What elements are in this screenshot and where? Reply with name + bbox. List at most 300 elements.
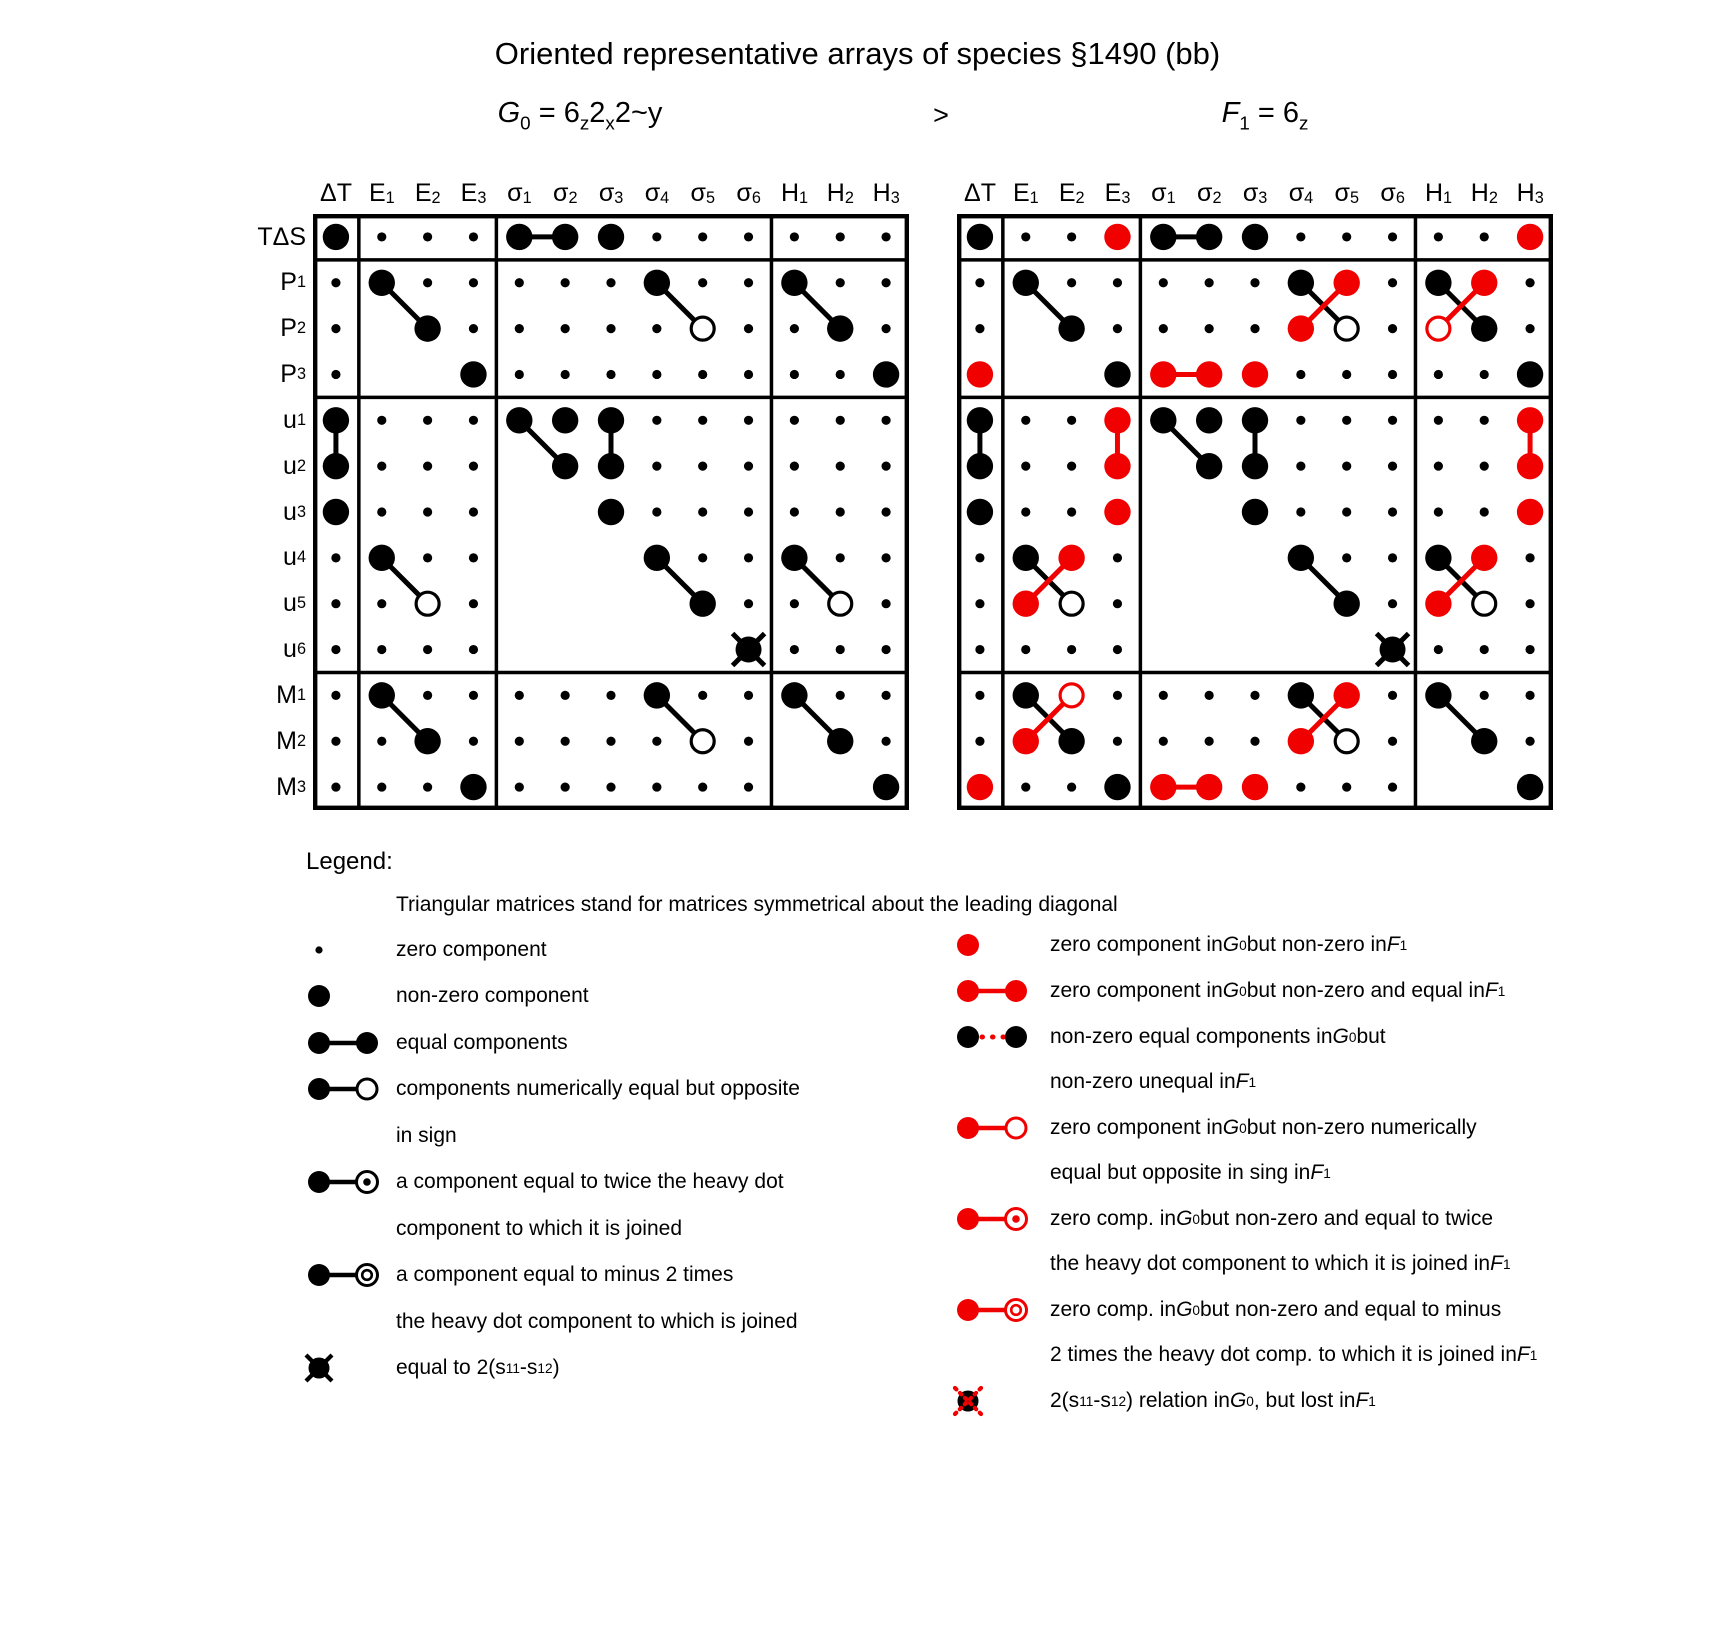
red-nonzero-dot [967, 774, 993, 800]
zero-dot [698, 370, 707, 379]
legend-item-text: zero component [396, 938, 547, 961]
col-header-4: E 3 [1104, 179, 1131, 207]
nonzero-dot [552, 224, 578, 250]
zero-dot [1388, 462, 1397, 471]
zero-dot [790, 645, 799, 654]
col-header-10: σ 6 [736, 179, 761, 207]
legend-title: Legend: [306, 848, 393, 875]
zero-dot [1021, 462, 1030, 471]
red-nonzero-dot [1104, 499, 1130, 525]
nonzero-dot [1150, 407, 1176, 433]
zero-dot [1342, 553, 1351, 562]
zero-dot [790, 370, 799, 379]
zero-dot [744, 691, 753, 700]
zero-dot [1342, 232, 1351, 241]
zero-dot [331, 370, 340, 379]
nonzero-dot [369, 682, 395, 708]
zero-dot [1480, 691, 1489, 700]
zero-dot [975, 553, 984, 562]
open-dot [829, 592, 852, 615]
zero-dot [790, 416, 799, 425]
zero-dot [1021, 416, 1030, 425]
zero-dot [836, 553, 845, 562]
zero-dot [744, 507, 753, 516]
pair-equal-icon [303, 1025, 387, 1061]
zero-dot [652, 462, 661, 471]
zero-dot [881, 553, 890, 562]
zero-dot [515, 737, 524, 746]
red-nonzero-icon [952, 927, 1036, 963]
zero-dot [836, 645, 845, 654]
nonzero-dot [781, 682, 807, 708]
nonzero-dot [1058, 728, 1084, 754]
red-pair-minus2-icon [952, 1292, 1036, 1328]
zero-dot [469, 416, 478, 425]
red-nonzero-dot [1425, 590, 1451, 616]
zero-dot [1205, 324, 1214, 333]
zero-dot [423, 462, 432, 471]
nonzero-dot [598, 224, 624, 250]
legend-item-text: a component equal to minus 2 times [396, 1263, 734, 1286]
nonzero-dot [460, 361, 486, 387]
legend-item-text: zero component in G 0 but non-zero and equal in F 1 [1050, 979, 1506, 1002]
zero-dot [1388, 324, 1397, 333]
nonzero-dot [1517, 361, 1543, 387]
zero-dot [652, 737, 661, 746]
nonzero-dot [1425, 545, 1451, 571]
zero-dot [1296, 416, 1305, 425]
row-label-13: M 3 [276, 772, 306, 801]
zero-dot [1113, 737, 1122, 746]
zero-dot [1250, 691, 1259, 700]
zero-dot [331, 278, 340, 287]
zero-dot [423, 232, 432, 241]
red-nonzero-dot [1104, 453, 1130, 479]
nonzero-dot [1425, 682, 1451, 708]
zero-dot [331, 324, 340, 333]
row-label-4: P 3 [280, 360, 306, 389]
zero-dot [836, 416, 845, 425]
zero-dot [423, 553, 432, 562]
zero-dot [1480, 462, 1489, 471]
zero-dot [1113, 553, 1122, 562]
col-header-9: σ 5 [690, 179, 716, 207]
zero-dot [606, 324, 615, 333]
zero-dot [1388, 599, 1397, 608]
legend-item-text: equal components [396, 1031, 568, 1054]
zero-dot [469, 553, 478, 562]
col-header-3: E 2 [1058, 179, 1085, 207]
nonzero-dot [689, 590, 715, 616]
nonzero-dot [1013, 270, 1039, 296]
nonzero-dot [967, 407, 993, 433]
row-label-9: u 5 [283, 589, 306, 618]
zero-icon [303, 932, 387, 968]
zero-dot [975, 645, 984, 654]
red-nonzero-dot [1196, 361, 1222, 387]
zero-dot [744, 278, 753, 287]
zero-dot [1525, 599, 1534, 608]
zero-dot [331, 645, 340, 654]
zero-dot [515, 370, 524, 379]
zero-dot [1113, 645, 1122, 654]
zero-dot [331, 553, 340, 562]
zero-dot [975, 324, 984, 333]
zero-dot [1525, 324, 1534, 333]
zero-dot [1342, 416, 1351, 425]
zero-dot [469, 324, 478, 333]
row-label-6: u 2 [283, 451, 306, 480]
zero-dot [698, 782, 707, 791]
red-nonzero-dot [1242, 361, 1268, 387]
zero-dot [744, 232, 753, 241]
red-nonzero-dot [1242, 774, 1268, 800]
open-dot [416, 592, 439, 615]
nonzero-dot [644, 682, 670, 708]
zero-dot [1205, 737, 1214, 746]
zero-dot [652, 416, 661, 425]
col-header-11: H 1 [1424, 179, 1453, 207]
zero-dot [377, 782, 386, 791]
zero-dot [423, 645, 432, 654]
zero-dot [561, 370, 570, 379]
zero-dot [423, 416, 432, 425]
s11-s12-x-dot [736, 637, 762, 663]
zero-dot [881, 416, 890, 425]
zero-dot [744, 782, 753, 791]
zero-dot [561, 324, 570, 333]
nonzero-dot [781, 270, 807, 296]
zero-dot [744, 416, 753, 425]
col-header-13: H 3 [1516, 179, 1544, 207]
red-nonzero-dot [1288, 315, 1314, 341]
zero-dot [698, 691, 707, 700]
zero-dot [881, 507, 890, 516]
nonzero-dot [1104, 774, 1130, 800]
col-header-1: ΔT [964, 179, 996, 207]
nonzero-dot [1196, 224, 1222, 250]
zero-dot [881, 599, 890, 608]
zero-dot [377, 737, 386, 746]
legend-item-text: non-zero component [396, 984, 589, 1007]
zero-dot [744, 737, 753, 746]
zero-dot [698, 462, 707, 471]
nonzero-dot [1058, 315, 1084, 341]
zero-dot [698, 232, 707, 241]
zero-dot [836, 370, 845, 379]
nonzero-dot [967, 224, 993, 250]
row-label-8: u 4 [283, 543, 306, 572]
row-label-7: u 3 [283, 497, 306, 526]
zero-dot [881, 645, 890, 654]
zero-dot [469, 599, 478, 608]
nonzero-dot [1013, 682, 1039, 708]
zero-dot [1388, 507, 1397, 516]
legend-item-text: non-zero equal components in G 0 but [1050, 1025, 1386, 1048]
zero-dot [1067, 462, 1076, 471]
zero-dot [1296, 232, 1305, 241]
zero-dot [1388, 416, 1397, 425]
col-header-4: E 3 [460, 179, 487, 207]
nonzero-dot [1471, 315, 1497, 341]
nonzero-dot [1517, 774, 1543, 800]
red-nonzero-dot [1471, 545, 1497, 571]
zero-dot [975, 737, 984, 746]
nonzero-dot [1196, 453, 1222, 479]
zero-dot [975, 691, 984, 700]
zero-dot [515, 324, 524, 333]
nonzero-dot [1471, 728, 1497, 754]
red-nonzero-dot [1288, 728, 1314, 754]
red-nonzero-dot [1517, 224, 1543, 250]
xdot-icon [303, 1350, 387, 1386]
zero-dot [606, 278, 615, 287]
zero-dot [790, 599, 799, 608]
zero-dot [1480, 232, 1489, 241]
nonzero-icon [303, 978, 387, 1014]
zero-dot [1480, 416, 1489, 425]
zero-dot [1525, 645, 1534, 654]
nonzero-dot [873, 774, 899, 800]
col-header-2: E 1 [368, 179, 395, 207]
zero-dot [1296, 462, 1305, 471]
zero-dot [1021, 645, 1030, 654]
nonzero-dot [552, 407, 578, 433]
zero-dot [331, 737, 340, 746]
zero-dot [744, 324, 753, 333]
zero-dot [1113, 278, 1122, 287]
zero-dot [561, 782, 570, 791]
zero-dot [377, 507, 386, 516]
red-nonzero-dot [1333, 270, 1359, 296]
red-open-dot [1427, 317, 1450, 340]
red-pair-opposite-icon [952, 1110, 1036, 1146]
pair-opposite-icon [303, 1071, 387, 1107]
red-nonzero-dot [1058, 545, 1084, 571]
legend-item-text: zero component in G 0 but non-zero in F 1 [1050, 933, 1408, 956]
zero-dot [744, 553, 753, 562]
zero-dot [469, 232, 478, 241]
legend-item-text: the heavy dot component to which it is joined in F 1 [1050, 1252, 1511, 1275]
red-open-dot [1060, 684, 1083, 707]
zero-dot [331, 782, 340, 791]
legend-item-text: Triangular matrices stand for matrices symmetrical about the leading diagonal [396, 893, 1118, 916]
legend-item-text: components numerically equal but opposite [396, 1077, 800, 1100]
legend-item-text: zero comp. in G 0 but non-zero and equal to twice [1050, 1207, 1494, 1230]
zero-dot [515, 691, 524, 700]
zero-dot [1250, 737, 1259, 746]
zero-dot [1388, 553, 1397, 562]
zero-dot [1434, 507, 1443, 516]
legend-item-text: component to which it is joined [396, 1217, 682, 1240]
zero-dot [1021, 507, 1030, 516]
zero-dot [1159, 691, 1168, 700]
g0-formula: $G_0$ = $6_z2_x2\sim y$ [497, 97, 663, 134]
zero-dot [652, 324, 661, 333]
red-nonzero-dot [1517, 499, 1543, 525]
zero-dot [1480, 507, 1489, 516]
open-dot [1060, 592, 1083, 615]
row-label-11: M 1 [276, 681, 306, 709]
open-dot [1335, 317, 1358, 340]
zero-dot [423, 782, 432, 791]
f1-formula: $F_1 = 6_z$ [1221, 97, 1309, 134]
zero-dot [790, 324, 799, 333]
legend-item-text: in sign [396, 1124, 457, 1147]
nonzero-dot [1242, 499, 1268, 525]
zero-dot [1342, 782, 1351, 791]
zero-dot [881, 232, 890, 241]
col-header-7: σ 3 [598, 179, 624, 207]
legend-item-text: a component equal to twice the heavy dot [396, 1170, 784, 1193]
col-header-1: ΔT [320, 179, 352, 207]
zero-dot [1434, 462, 1443, 471]
zero-dot [1296, 782, 1305, 791]
red-nonzero-dot [1517, 453, 1543, 479]
zero-dot [423, 278, 432, 287]
nonzero-dot [1288, 682, 1314, 708]
red-nonzero-dot [1471, 270, 1497, 296]
zero-dot [1296, 507, 1305, 516]
zero-dot [1250, 278, 1259, 287]
legend-item-text: the heavy dot component to which is joined [396, 1310, 798, 1333]
nonzero-dot [506, 224, 532, 250]
zero-dot [836, 691, 845, 700]
zero-dot [606, 691, 615, 700]
zero-dot [1159, 278, 1168, 287]
zero-dot [469, 507, 478, 516]
zero-dot [790, 462, 799, 471]
col-header-2: E 1 [1012, 179, 1039, 207]
col-header-6: σ 2 [1197, 179, 1222, 207]
zero-dot [1113, 691, 1122, 700]
zero-dot [469, 278, 478, 287]
nonzero-dot [1242, 407, 1268, 433]
zero-dot [1525, 737, 1534, 746]
red-nonzero-dot [1150, 361, 1176, 387]
legend-item-text: zero component in G 0 but non-zero numerically [1050, 1116, 1477, 1139]
open-dot [691, 730, 714, 753]
zero-dot [515, 278, 524, 287]
col-header-12: H 2 [1470, 179, 1498, 207]
zero-dot [744, 462, 753, 471]
red-nonzero-dot [1104, 407, 1130, 433]
zero-dot [1205, 278, 1214, 287]
zero-dot [1388, 232, 1397, 241]
zero-dot [1388, 691, 1397, 700]
zero-dot [744, 370, 753, 379]
zero-dot [836, 507, 845, 516]
nonzero-dot [552, 453, 578, 479]
col-header-11: H 1 [780, 179, 809, 207]
row-label-12: M 2 [276, 726, 306, 755]
zero-dot [881, 278, 890, 287]
nonzero-dot [1288, 545, 1314, 571]
nonzero-dot [506, 407, 532, 433]
nonzero-dot [967, 453, 993, 479]
legend-item-text: equal to 2(s 11 -s 12 ) [396, 1356, 560, 1379]
red-pair-twice-icon [952, 1201, 1036, 1237]
nonzero-dot [1242, 224, 1268, 250]
zero-dot [698, 416, 707, 425]
zero-dot [606, 370, 615, 379]
nonzero-dot [1242, 453, 1268, 479]
red-nonzero-dot [1104, 224, 1130, 250]
zero-dot [1525, 553, 1534, 562]
col-header-13: H 3 [872, 179, 900, 207]
open-dot [691, 317, 714, 340]
zero-dot [469, 462, 478, 471]
zero-dot [1296, 370, 1305, 379]
s11-s12-x-dot [1380, 637, 1406, 663]
legend-item-text: non-zero unequal in F 1 [1050, 1070, 1257, 1093]
row-label-10: u 6 [283, 635, 306, 664]
red-nonzero-dot [1013, 590, 1039, 616]
zero-dot [469, 691, 478, 700]
nonzero-dot [1013, 545, 1039, 571]
zero-dot [1434, 416, 1443, 425]
zero-dot [377, 416, 386, 425]
col-header-3: E 2 [414, 179, 441, 207]
zero-dot [1021, 782, 1030, 791]
legend-item-text: 2(s 11 -s 12 ) relation in G 0 , but lost in F 1 [1050, 1389, 1376, 1412]
col-header-10: σ 6 [1380, 179, 1405, 207]
row-label-3: P 2 [280, 314, 306, 343]
zero-dot [561, 737, 570, 746]
nonzero-dot [1288, 270, 1314, 296]
nonzero-dot [1150, 224, 1176, 250]
legend-item-text: equal but opposite in sing in F 1 [1050, 1161, 1331, 1184]
col-header-8: σ 4 [1288, 179, 1314, 207]
nonzero-dot [598, 453, 624, 479]
zero-dot [1480, 370, 1489, 379]
nonzero-dot [873, 361, 899, 387]
zero-dot [1434, 370, 1443, 379]
zero-dot [698, 553, 707, 562]
zero-dot [331, 599, 340, 608]
nonzero-dot [781, 545, 807, 571]
zero-dot [1067, 645, 1076, 654]
zero-dot [561, 691, 570, 700]
zero-dot [1342, 370, 1351, 379]
nonzero-dot [323, 453, 349, 479]
col-header-5: σ 1 [507, 179, 532, 207]
nonzero-dot [598, 407, 624, 433]
zero-dot [836, 278, 845, 287]
red-nonzero-dot [1150, 774, 1176, 800]
zero-dot [1388, 278, 1397, 287]
zero-dot [1525, 278, 1534, 287]
red-nonzero-dot [967, 361, 993, 387]
zero-dot [377, 462, 386, 471]
open-dot [1473, 592, 1496, 615]
zero-dot [975, 278, 984, 287]
zero-dot [1067, 782, 1076, 791]
row-label-1: TΔS [257, 222, 306, 251]
zero-dot [1388, 370, 1397, 379]
matrix-f1 [957, 214, 1553, 810]
zero-dot [515, 782, 524, 791]
nonzero-dot [323, 407, 349, 433]
zero-dot [1067, 232, 1076, 241]
open-dot [1335, 730, 1358, 753]
zero-dot [790, 232, 799, 241]
xdot-redx-icon [952, 1383, 1036, 1419]
zero-dot [1159, 324, 1168, 333]
pair-twice-icon [303, 1164, 387, 1200]
nonzero-dot [827, 728, 853, 754]
zero-dot [1250, 324, 1259, 333]
